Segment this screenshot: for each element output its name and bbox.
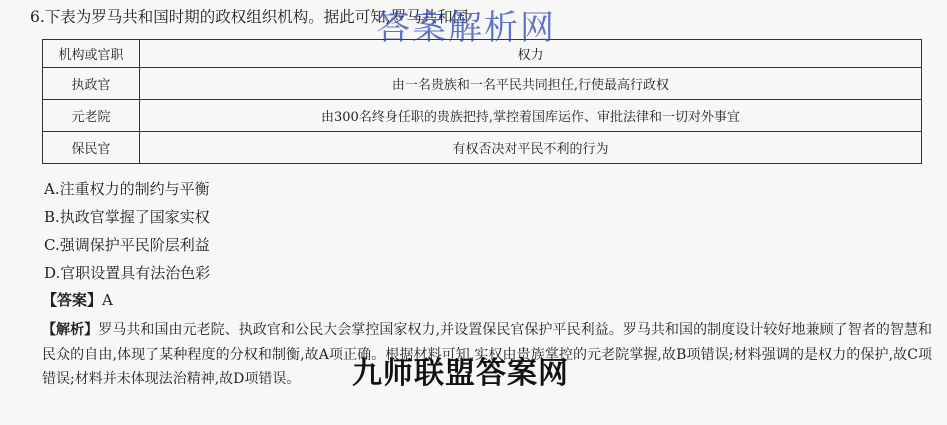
table-cell-institution: 元老院	[43, 100, 140, 132]
answer-options	[44, 175, 210, 287]
option-c: C.强调保护平民阶层利益	[44, 236, 210, 254]
option-a: A.注重权力的制约与平衡	[44, 180, 210, 198]
table-cell-power: 由一名贵族和一名平民共同担任,行使最高行政权	[140, 68, 922, 100]
power-structure-table	[42, 39, 922, 164]
answer-line	[42, 289, 113, 311]
option-d: D.官职设置具有法治色彩	[44, 264, 211, 282]
option-b: B.执政官掌握了国家实权	[44, 208, 210, 226]
table-header-power: 权力	[140, 40, 922, 68]
table-cell-institution: 执政官	[43, 68, 140, 100]
table-cell-power: 由300名终身任职的贵族把持,掌控着国库运作、审批法律和一切对外事宜	[140, 100, 922, 132]
table-cell-institution: 保民官	[43, 132, 140, 164]
table-row	[43, 68, 922, 100]
answer-label: 【答案】	[42, 291, 103, 309]
table-row	[43, 100, 922, 132]
watermark-bottom: 九师联盟答案网	[352, 356, 569, 391]
analysis-text: 罗马共和国由元老院、执政官和公民大会掌控国家权力,并设置保民官保护平民利益。罗马共和国的制度设计较好地兼顾了智者的智慧和民众的自由,体现了某种程度的分权和制衡,故A项正确。根据材料可知,实权由贵族掌控的元老院掌握,故B项错误;材料强调的是权力的保护,故C项错误;材料并未体现法治精神,故D项错误。	[42, 322, 933, 387]
table-row	[43, 132, 922, 164]
analysis-label: 【解析】	[42, 322, 99, 338]
question-title: 6.下表为罗马共和国时期的政权组织机构。据此可知,罗马共和国	[30, 8, 469, 26]
watermark-top: 答案解析网	[376, 8, 556, 48]
table-header-institution: 机构或官职	[43, 40, 140, 68]
table-cell-power: 有权否决对平民不利的行为	[140, 132, 922, 164]
answer-value: A	[102, 291, 113, 309]
